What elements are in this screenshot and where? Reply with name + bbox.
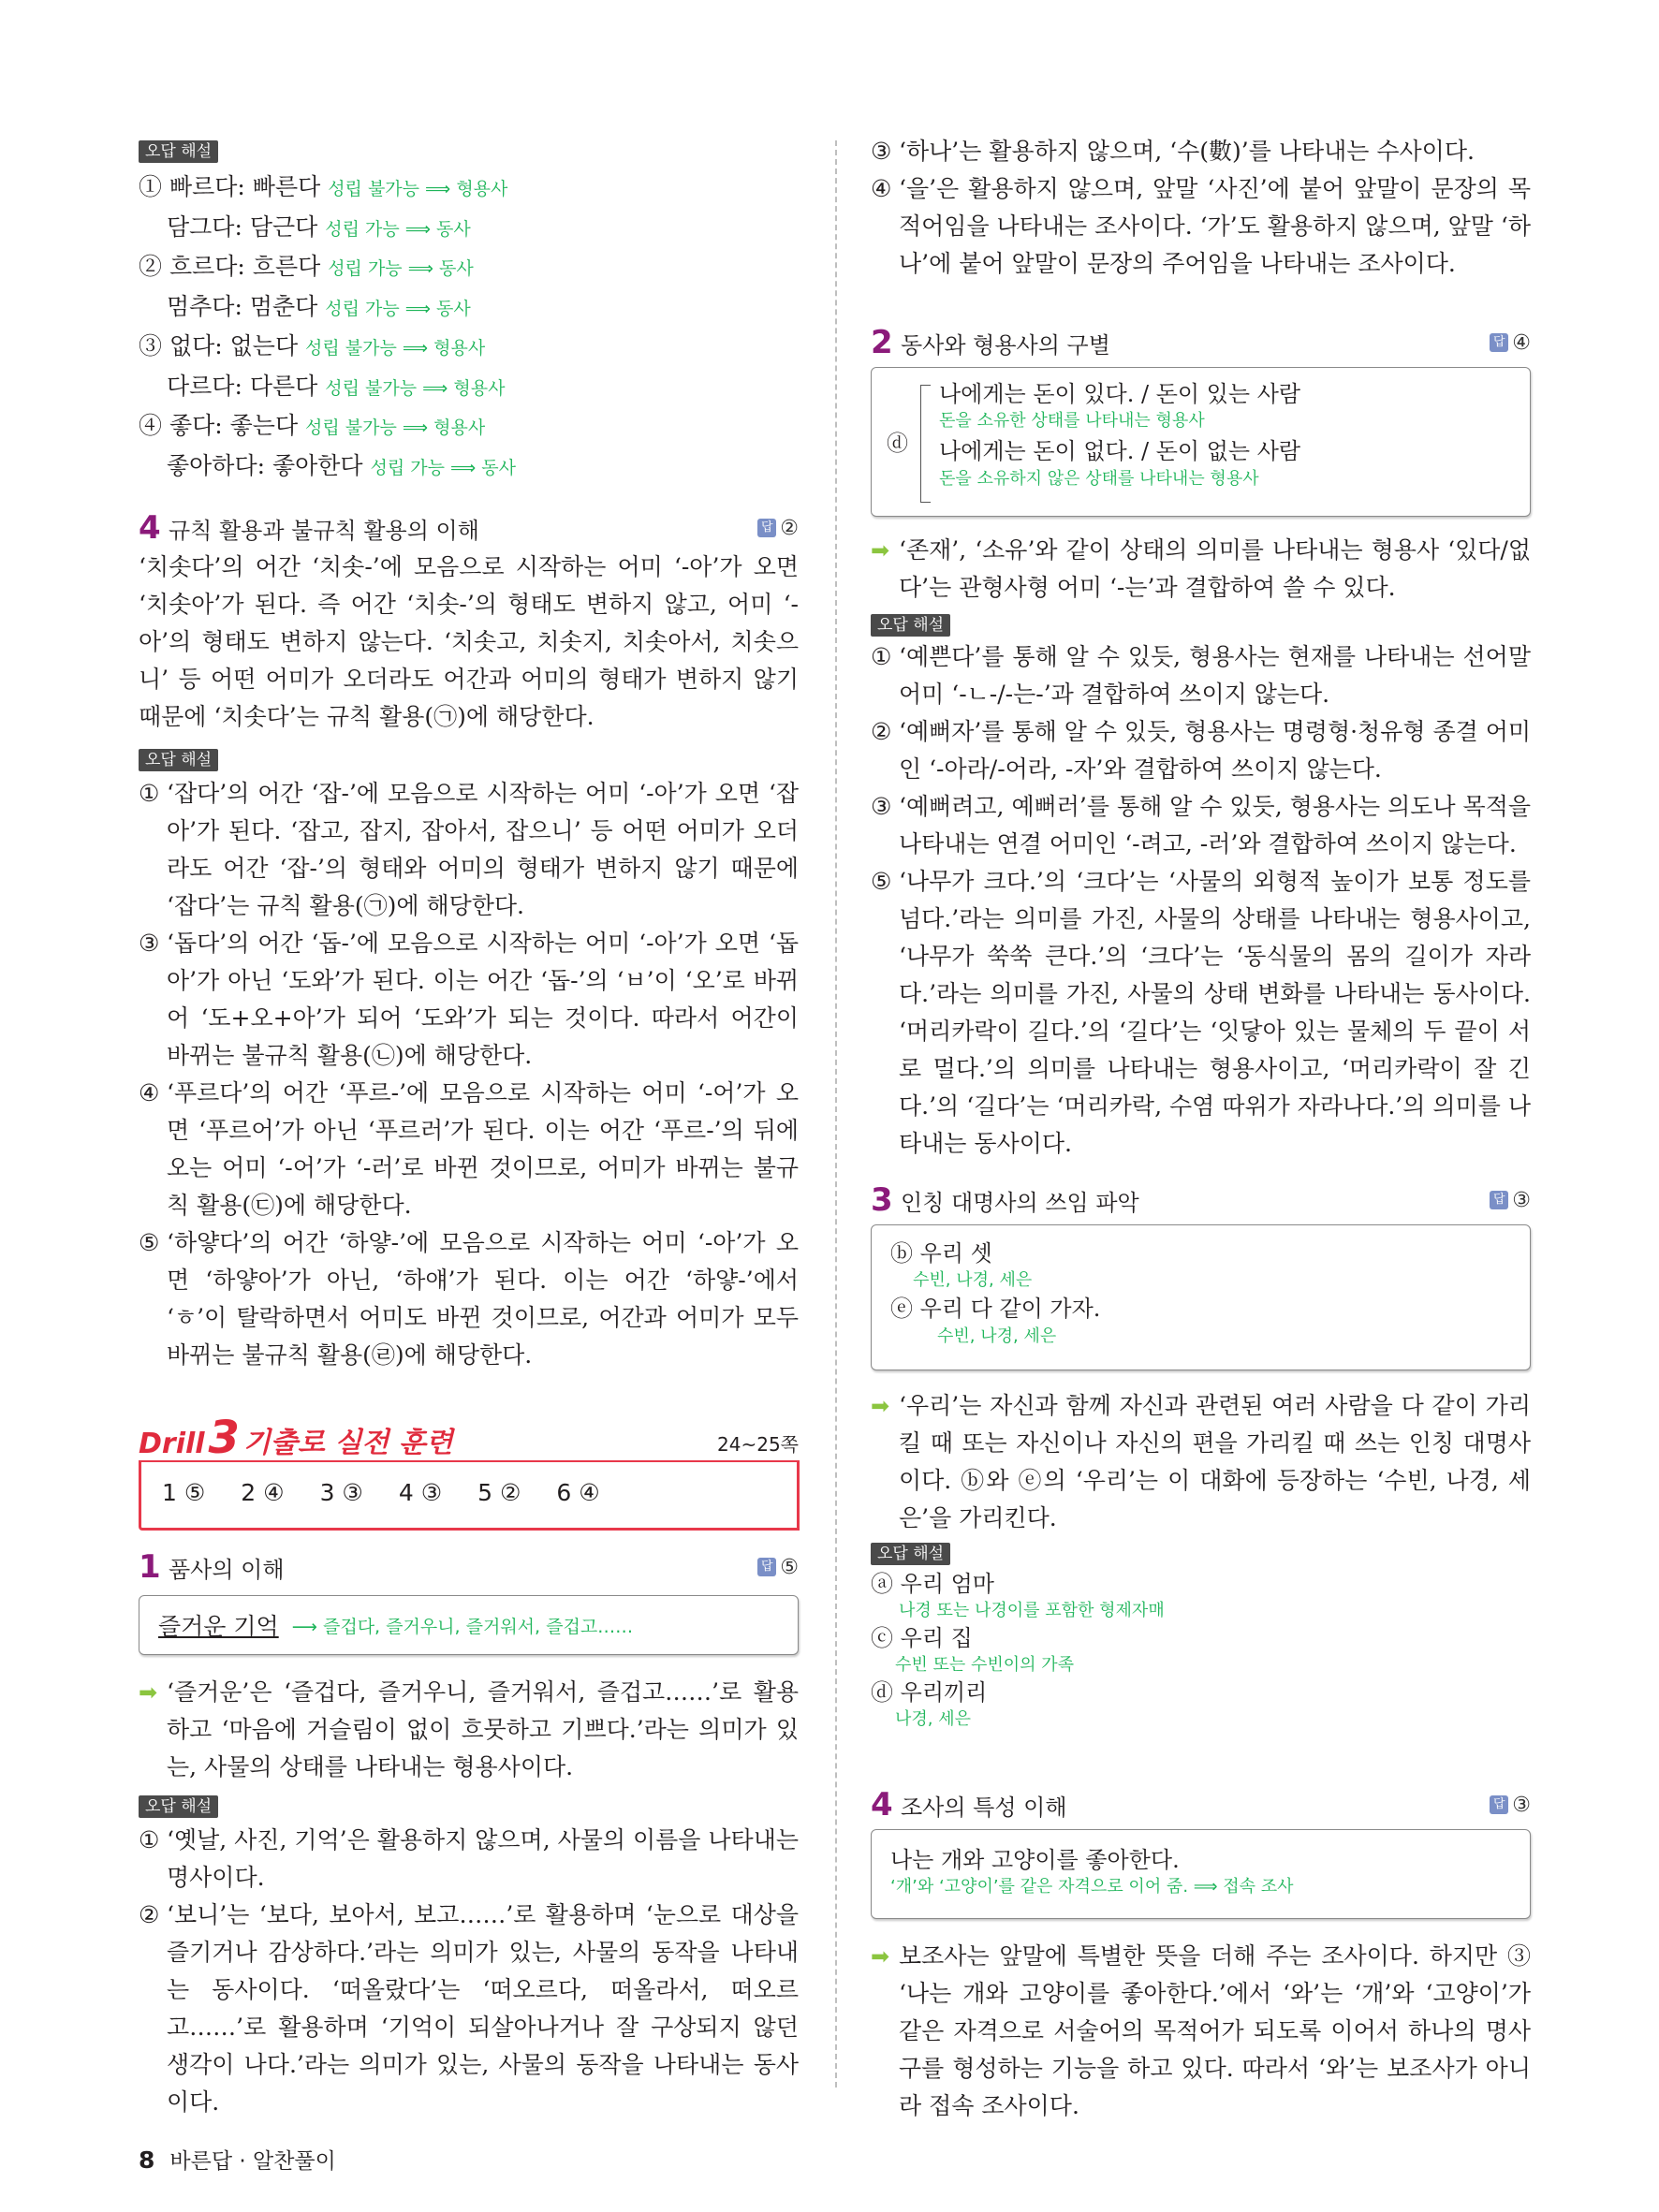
section-header <box>871 1786 1531 1824</box>
list-item: ① 빠르다: 빠른다 성립 불가능 ⟹ 형용사 <box>139 173 508 200</box>
list-item: ⓒ 우리 집 수빈 또는 수빈이의 가족 <box>871 1625 1075 1675</box>
wrong-answer-tag: 오답 해설 <box>871 1543 950 1565</box>
answer-badge: 답 ③ <box>1490 1794 1531 1817</box>
section-title: 규칙 활용과 불규칙 활용의 이해 <box>169 517 479 544</box>
section-4-left <box>139 509 799 1374</box>
example-box <box>871 1829 1531 1919</box>
bracket <box>920 385 931 503</box>
section-4-right <box>871 1786 1531 2125</box>
page-number: 8 <box>139 2146 155 2174</box>
answer-badge: 답 ④ <box>1490 331 1531 355</box>
list-item: 담그다: 담근다 성립 가능 ⟹ 동사 <box>167 212 471 241</box>
list-item: 멈추다: 멈춘다 성립 가능 ⟹ 동사 <box>167 292 471 320</box>
list-item: ① ‘예쁜다’를 통해 알 수 있듯, 형용사는 현재를 나타내는 선어말 어미 ‘-ㄴ-/-는-’과 결합하여 쓰이지 않는다. <box>871 643 1531 708</box>
section-header <box>871 1181 1531 1219</box>
wrong-answer-list <box>139 775 799 1374</box>
section-header <box>139 1548 799 1586</box>
list-item: ① ‘옛날, 사진, 기억’은 활용하지 않으며, 사물의 이름을 나타내는 명사이다. <box>139 1826 799 1891</box>
section-header <box>139 509 799 547</box>
list-item: ⑤ ‘나무가 크다.’의 ‘크다’는 ‘사물의 외형적 높이가 보통 정도를 넘다.’라는 의미를 가진, 사물의 상태를 나타내는 형용사이고, ‘나무가 쑥쑥 큰다.’의 ‘크다’는 ‘동식물의 몸의 길이가 자라다.’라는 의미를 가진, 사물의 상태 변화를 나타내는 동사이다. ‘머리카락이 길다.’의 ‘길다’는 ‘잇닿아 있는 물체의 두 끝이 서로 멀다.’의 의미를 나타내는 형용사이고, ‘머리카락이 잘 긴다.’의 ‘길다’는 ‘머리카락, 수염 따위가 자라나다.’의 의미를 나타내는 동사이다. <box>871 868 1531 1157</box>
arrow-icon: ➡ <box>139 1679 158 1706</box>
list-item: 좋아하다: 좋아한다 성립 가능 ⟹ 동사 <box>167 451 517 479</box>
list-item: ③ ‘예뻐려고, 예뻐러’를 통해 알 수 있듯, 형용사는 의도나 목적을 나타내는 연결 어미인 ‘-려고, -러’와 결합하여 쓰이지 않는다. <box>871 793 1531 857</box>
drill-number: 3 <box>208 1412 240 1464</box>
section-number: 4 <box>139 509 161 547</box>
wrong-answer-list <box>139 1822 799 2121</box>
drill-answer: 2 ④ <box>241 1479 285 1506</box>
wrong-answer-tag: 오답 해설 <box>139 749 218 771</box>
answer-badge: 답 ③ <box>1490 1189 1531 1212</box>
list-item: ④ 좋다: 좋는다 성립 불가능 ⟹ 형용사 <box>139 412 486 439</box>
verb-test-list <box>139 168 799 487</box>
example-note: ‘개’와 ‘고양이’를 같은 자격으로 이어 줌. ⟹ 접속 조사 <box>890 1877 1294 1897</box>
wrong-answer-block-1 <box>139 140 799 487</box>
list-item: 다르다: 다른다 성립 불가능 ⟹ 형용사 <box>167 372 506 400</box>
drill-title-row <box>139 1412 799 1464</box>
section-header <box>871 324 1531 361</box>
arrow-icon: ➡ <box>871 537 890 564</box>
explanation-text: ➡ ‘우리’는 자신과 함께 자신과 관련된 여러 사람을 다 같이 가리킬 때 또는 자신이나 자신의 편을 가리킬 때 쓰는 인칭 대명사이다. ⓑ와 ⓔ의 ‘우리’는 이 대화에 등장하는 ‘수빈, 나경, 세은’을 가리킨다. <box>871 1387 1531 1537</box>
list-item: ⓐ 우리 엄마 나경 또는 나경이를 포함한 형제자매 <box>871 1571 1165 1620</box>
list-item: ④ ‘을’은 활용하지 않으며, 앞말 ‘사진’에 붙어 앞말이 문장의 목적어임을 나타내는 조사이다. ‘가’도 활용하지 않으며, 앞말 ‘하나’에 붙어 앞말이 문장의 주어임을 나타내는 조사이다. <box>871 175 1531 277</box>
list-item: ③ 없다: 없는다 성립 불가능 ⟹ 형용사 <box>139 332 486 359</box>
list-item: ③ ‘돕다’의 어간 ‘돕-’에 모음으로 시작하는 어미 ‘-아’가 오면 ‘돕아’가 아닌 ‘도와’가 된다. 이는 어간 ‘돕-’의 ‘ㅂ’이 ‘오’로 바뀌어 ‘도+오+아’가 되어 ‘도와’가 되는 것이다. 따라서 어간이 바뀌는 불규칙 활용(㉡)에 해당한다. <box>139 930 799 1069</box>
drill-answer: 4 ③ <box>398 1479 443 1506</box>
wrong-answer-tag: 오답 해설 <box>871 614 950 637</box>
drill-prefix: Drill <box>139 1428 205 1460</box>
wrong-answer-list <box>871 1569 1531 1732</box>
wrong-answer-tag: 오답 해설 <box>139 1795 218 1818</box>
drill-answer: 6 ④ <box>556 1479 600 1506</box>
explanation-text: ➡ ‘존재’, ‘소유’와 같이 상태의 의미를 나타내는 형용사 ‘있다/없다’는 관형사형 어미 ‘-는’과 결합하여 쓸 수 있다. <box>871 532 1531 607</box>
example-text: 즐거운 기억 <box>158 1613 279 1640</box>
continued-items <box>871 133 1531 283</box>
drill-answers <box>141 1462 797 1506</box>
section-number: 1 <box>139 1548 161 1586</box>
answer-badge: 답 ② <box>757 517 799 540</box>
wrong-answer-list <box>871 638 1531 1163</box>
list-item: ② 흐르다: 흐른다 성립 가능 ⟹ 동사 <box>139 253 474 280</box>
page-footer <box>139 2144 336 2175</box>
column-divider <box>835 140 837 2087</box>
section-title: 인칭 대명사의 쓰임 파악 <box>901 1189 1139 1216</box>
section-2-right <box>871 324 1531 1163</box>
example-line: ⓑ 우리 셋 <box>890 1240 992 1267</box>
drill-answer: 1 ⑤ <box>162 1479 206 1506</box>
example-note: 수빈, 나경, 세은 <box>913 1270 1033 1290</box>
section-title: 품사의 이해 <box>169 1556 285 1583</box>
section-number: 4 <box>871 1786 893 1824</box>
list-item: ④ ‘푸르다’의 어간 ‘푸르-’에 모음으로 시작하는 어미 ‘-어’가 오면 ‘푸르어’가 아닌 ‘푸르러’가 된다. 이는 어간 ‘푸르-’의 뒤에 오는 어미 ‘-어’가 ‘-러’로 바뀐 것이므로, 어미가 바뀌는 불규칙 활용(㉢)에 해당한다. <box>139 1079 799 1219</box>
example-note: ⟶ 즐겁다, 즐거우니, 즐거워서, 즐겁고…… <box>291 1616 634 1637</box>
list-item: ⑤ ‘하얗다’의 어간 ‘하얗-’에 모음으로 시작하는 어미 ‘-아’가 오면 ‘하얗아’가 아닌, ‘하얘’가 된다. 이는 어간 ‘하얗-’에서 ‘ㅎ’이 탈락하면서 어미도 바뀐 것이므로, 어간과 어미가 모두 바뀌는 불규칙 활용(㉣)에 해당한다. <box>139 1229 799 1369</box>
example-note: 수빈, 나경, 세은 <box>937 1326 1057 1346</box>
wrong-answer-tag: 오답 해설 <box>139 140 218 163</box>
explanation-text: ‘치솟다’의 어간 ‘치솟-’에 모음으로 시작하는 어미 ‘-아’가 오면 ‘치솟아’가 된다. 즉 어간 ‘치솟-’의 형태도 변하지 않고, 어미 ‘-아’의 형태도 변하지 않는다. ‘치솟고, 치솟지, 치솟아서, 치솟으니’ 등 어떤 어미가 오더라도 어간과 어미의 형태가 변하지 않기 때문에 ‘치솟다’는 규칙 활용(㉠)에 해당한다. <box>139 553 799 730</box>
drill-pages: 24~25쪽 <box>717 1433 799 1456</box>
drill-answer-box <box>139 1460 800 1531</box>
section-title: 동사와 형용사의 구별 <box>901 331 1110 359</box>
list-item: ① ‘잡다’의 어간 ‘잡-’에 모음으로 시작하는 어미 ‘-아’가 오면 ‘잡아’가 된다. ‘잡고, 잡지, 잡아서, 잡으니’ 등 어떤 어미가 오더라도 어간 ‘잡-’의 형태와 어미의 형태가 변하지 않기 때문에 ‘잡다’는 규칙 활용(㉠)에 해당한다. <box>139 780 799 919</box>
drill-answer: 3 ③ <box>319 1479 363 1506</box>
drill-title: 기출로 실전 훈련 <box>242 1427 453 1459</box>
section-number: 3 <box>871 1181 893 1219</box>
footer-label: 바른답 · 알찬풀이 <box>169 2149 336 2174</box>
list-item: ⓓ 우리끼리 나경, 세은 <box>871 1679 988 1729</box>
explanation-text: ➡ ‘즐거운’은 ‘즐겁다, 즐거우니, 즐거워서, 즐겁고……’로 활용하고 ‘마음에 거슬림이 없이 흐뭇하고 기쁘다.’라는 의미가 있는, 사물의 상태를 나타내는 형용사이다. <box>139 1674 799 1786</box>
section-1-left <box>139 1548 799 2121</box>
answer-badge: 답 ⑤ <box>757 1556 799 1579</box>
list-item: ② ‘예뻐자’를 통해 알 수 있듯, 형용사는 명령형·청유형 종결 어미인 ‘-아라/-어라, -자’와 결합하여 쓰이지 않는다. <box>871 718 1531 783</box>
section-number: 2 <box>871 324 893 361</box>
list-item: ③ ‘하나’는 활용하지 않으며, ‘수(數)’를 나타내는 수사이다. <box>871 138 1475 165</box>
example-label: ⓓ <box>887 432 908 456</box>
list-item: ② ‘보니’는 ‘보다, 보아서, 보고……’로 활용하며 ‘눈으로 대상을 즐기거나 감상하다.’라는 의미가 있는, 사물의 동작을 나타내는 동사이다. ‘떠올랐다’는 ‘떠오르다, 떠올라서, 떠오르고……’로 활용하며 ‘기억이 되살아나거나 잘 구상되지 않던 생각이 나다.’라는 의미가 있는, 사물의 동작을 나타내는 동사이다. <box>139 1901 799 2116</box>
example-box <box>139 1595 799 1655</box>
drill-answer: 5 ② <box>477 1479 521 1506</box>
arrow-icon: ➡ <box>871 1393 890 1419</box>
example-content: 나에게는 돈이 있다. / 돈이 있는 사람 돈을 소유한 상태를 나타내는 형용사 나에게는 돈이 없다. / 돈이 없는 사람 돈을 소유하지 않은 상태를 나타내는 형용사 <box>939 381 1301 489</box>
example-box <box>871 367 1531 517</box>
arrow-icon: ➡ <box>871 1943 890 1970</box>
explanation-text: ➡ 보조사는 앞말에 특별한 뜻을 더해 주는 조사이다. 하지만 ③ ‘나는 개와 고양이를 좋아한다.’에서 ‘와’는 ‘개’와 ‘고양이’가 같은 자격으로 서술어의 목적어가 되도록 이어서 하나의 명사구를 형성하는 기능을 하고 있다. 따라서 ‘와’는 보조사가 아니라 접속 조사이다. <box>871 1938 1531 2125</box>
section-3-right <box>871 1181 1531 1732</box>
example-line: ⓔ 우리 다 같이 가자. <box>890 1296 1101 1322</box>
drill-banner <box>139 1414 799 1535</box>
section-title: 조사의 특성 이해 <box>901 1794 1067 1821</box>
example-line: 나는 개와 고양이를 좋아한다. <box>890 1847 1180 1873</box>
example-box <box>871 1224 1531 1370</box>
